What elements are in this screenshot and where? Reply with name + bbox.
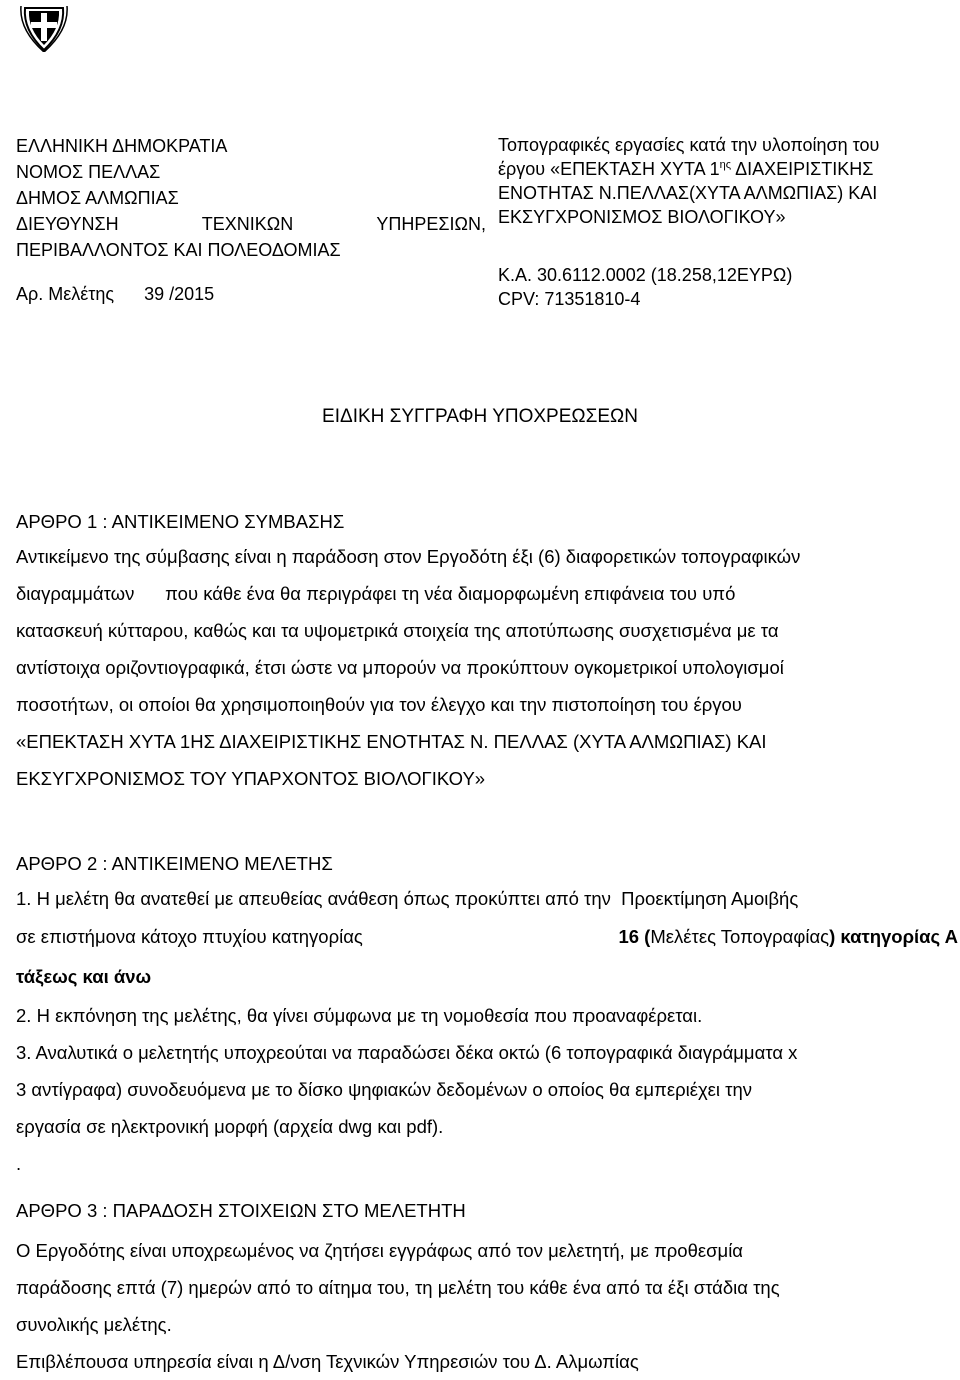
article-3-text: παράδοσης επτά (7) ημερών από το αίτημα του, τη μελέτη του κάθε ένα από τα έξι στάδια της <box>16 1277 780 1298</box>
project-line-2b: ΔΙΑΧΕΙΡΙΣΤΙΚΗΣ <box>731 159 874 179</box>
category-number: 16 ( <box>618 926 651 947</box>
issuer-line-4a: ΔΙΕΥΘΥΝΣΗ <box>16 214 119 234</box>
project-line-2 <box>498 157 938 181</box>
article-2-line <box>16 957 958 997</box>
article-2-body <box>16 880 958 1182</box>
article-2-line <box>16 880 958 917</box>
separator-dot: . <box>16 1153 22 1174</box>
article-3-text: Επιβλέπουσα υπηρεσία είναι η Δ/νση Τεχνικών Υπηρεσιών του Δ. Αλμωπίας <box>16 1351 639 1372</box>
project-block <box>498 133 938 229</box>
article-3-text: Ο Εργοδότης είναι υποχρεωμένος να ζητήσει εγγράφως από τον μελετητή, με προθεσμία <box>16 1240 744 1261</box>
article-3-line <box>16 1269 958 1306</box>
article-1-text: ΕΚΣΥΓΧΡΟΝΙΣΜΟΣ ΤΟΥ ΥΠΑΡΧΟΝΤΟΣ ΒΙΟΛΟΓΙΚΟΥ» <box>16 768 486 789</box>
document-title: ΕΙΔΙΚΗ ΣΥΓΓΡΑΦΗ ΥΠΟΧΡΕΩΣΕΩΝ <box>322 406 638 427</box>
project-line-2-sup: ης <box>719 159 732 171</box>
budget-code: Κ.Α. 30.6112.0002 (18.258,12ΕΥΡΩ) <box>498 265 793 285</box>
issuer-line-4 <box>16 211 486 237</box>
cpv-code: CPV: 71351810-4 <box>498 289 641 309</box>
study-number-row <box>16 282 214 306</box>
article-2-text: 1. Η μελέτη θα ανατεθεί με απευθείας ανάθεση όπως προκύπτει από την Προεκτίμηση Αμοιβής <box>16 888 799 909</box>
issuer-line-4b: ΤΕΧΝΙΚΩΝ <box>201 214 294 234</box>
article-2-text: 3 αντίγραφα) συνοδευόμενα με το δίσκο ψηφιακών δεδομένων ο οποίος θα εμπεριέχει την <box>16 1079 753 1100</box>
greek-emblem-icon <box>19 0 69 52</box>
article-1-line <box>16 649 958 686</box>
issuer-line-5: ΠΕΡΙΒΑΛΛΟΝΤΟΣ ΚΑΙ ΠΟΛΕΟΔΟΜΙΑΣ <box>16 240 341 260</box>
article-3-body <box>16 1232 958 1380</box>
article-1-body <box>16 538 958 797</box>
issuer-line-3: ΔΗΜΟΣ ΑΛΜΩΠΙΑΣ <box>16 188 179 208</box>
article-2-text: σε επιστήμονα κάτοχο πτυχίου κατηγορίας <box>16 926 368 947</box>
category-class: ) κατηγορίας Α <box>829 926 958 947</box>
study-number: 39 /2015 <box>144 284 215 304</box>
article-3-text: συνολικής μελέτης. <box>16 1314 172 1335</box>
class-and-above: τάξεως και άνω <box>16 966 152 987</box>
article-3-line <box>16 1306 958 1343</box>
article-1-text: Αντικείμενο της σύμβασης είναι η παράδοση στον Εργοδότη έξι (6) διαφορετικών τοπογραφικών <box>16 546 801 567</box>
article-1-line <box>16 760 958 797</box>
article-2-text: 2. Η εκπόνηση της μελέτης, θα γίνει σύμφωνα με τη νομοθεσία που προαναφέρεται. <box>16 1005 703 1026</box>
article-2-line <box>16 997 958 1034</box>
article-1-line <box>16 575 958 612</box>
article-1-line <box>16 538 958 575</box>
issuer-block <box>16 133 486 263</box>
category-name: Μελέτες Τοπογραφίας <box>650 926 830 947</box>
issuer-line-2: ΝΟΜΟΣ ΠΕΛΛΑΣ <box>16 162 161 182</box>
article-1-text: «ΕΠΕΚΤΑΣΗ ΧΥΤΑ 1ΗΣ ΔΙΑΧΕΙΡΙΣΤΙΚΗΣ ΕΝΟΤΗΤΑΣ Ν. ΠΕΛΛΑΣ (ΧΥΤΑ ΑΛΜΩΠΙΑΣ) ΚΑΙ <box>16 731 767 752</box>
issuer-line-4c: ΥΠΗΡΕΣΙΩΝ, <box>376 214 486 234</box>
article-1-text: αντίστοιχα οριζοντιογραφικά, έτσι ώστε να μπορούν να προκύπτουν ογκομετρικοί υπολογισμοί <box>16 657 784 678</box>
article-2-heading: ΑΡΘΡΟ 2 : ΑΝΤΙΚΕΙΜΕΝΟ ΜΕΛΕΤΗΣ <box>16 853 333 874</box>
article-2-line <box>16 1071 958 1108</box>
article-1-text: διαγραμμάτων που κάθε ένα θα περιγράφει τη νέα διαμορφωμένη επιφάνεια του υπό <box>16 583 736 604</box>
article-1-text: ποσοτήτων, οι οποίοι θα χρησιμοποιηθούν για τον έλεγχο και την πιστοποίηση του έργου <box>16 694 742 715</box>
project-line-2a: έργου «ΕΠΕΚΤΑΣΗ ΧΥΤΑ 1 <box>498 159 720 179</box>
article-2-line <box>16 1145 958 1182</box>
article-3-line <box>16 1343 958 1380</box>
article-2-line <box>16 1108 958 1145</box>
article-2-line <box>16 917 958 957</box>
article-1-heading: ΑΡΘΡΟ 1 : ΑΝΤΙΚΕΙΜΕΝΟ ΣΥΜΒΑΣΗΣ <box>16 511 345 532</box>
article-3-line <box>16 1232 958 1269</box>
article-2-line <box>16 1034 958 1071</box>
article-1-line <box>16 686 958 723</box>
project-line-1: Τοπογραφικές εργασίες κατά την υλοποίηση του <box>498 135 880 155</box>
study-label: Αρ. Μελέτης <box>16 284 115 304</box>
article-1-text: κατασκευή κύτταρου, καθώς και τα υψομετρικά στοιχεία της αποτύπωσης συσχετισμένα με τα <box>16 620 779 641</box>
project-line-3: ΕΝΟΤΗΤΑΣ Ν.ΠΕΛΛΑΣ(ΧΥΤΑ ΑΛΜΩΠΙΑΣ) ΚΑΙ <box>498 183 878 203</box>
issuer-line-1: ΕΛΛΗΝΙΚΗ ΔΗΜΟΚΡΑΤΙΑ <box>16 136 228 156</box>
project-line-4: ΕΚΣΥΓΧΡΟΝΙΣΜΟΣ ΒΙΟΛΟΓΙΚΟΥ» <box>498 207 786 227</box>
article-2-text: εργασία σε ηλεκτρονική μορφή (αρχεία dwg και pdf). <box>16 1116 444 1137</box>
article-3-heading: ΑΡΘΡΟ 3 : ΠΑΡΑΔΟΣΗ ΣΤΟΙΧΕΙΩΝ ΣΤΟ ΜΕΛΕΤΗΤΗ <box>16 1200 466 1221</box>
article-1-line <box>16 723 958 760</box>
article-1-line <box>16 612 958 649</box>
article-2-text: 3. Αναλυτικά ο μελετητής υποχρεούται να παραδώσει δέκα οκτώ (6 τοπογραφικά διαγράμματα x <box>16 1042 798 1063</box>
